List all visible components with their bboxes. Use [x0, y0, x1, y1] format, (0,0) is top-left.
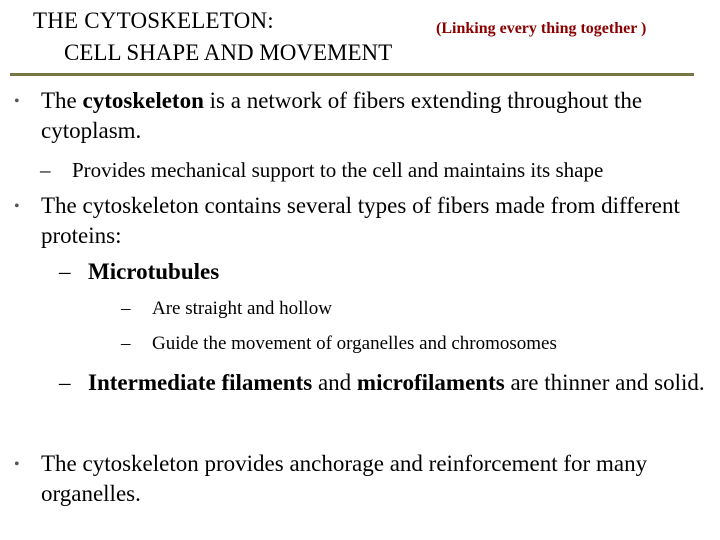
bullet-2-sub-1-text — [88, 257, 708, 287]
and-text: and — [312, 370, 357, 395]
dash-icon: – — [59, 259, 71, 284]
intermediate-filaments-term: Intermediate filaments — [88, 370, 313, 395]
bullet-icon: • — [14, 456, 20, 473]
dash-icon: – — [40, 158, 51, 182]
bullet-2-sub-1-b-text: Guide the movement of organelles and chromosomes — [152, 333, 557, 354]
bullet-2-sub-2-text — [88, 368, 708, 398]
bullet-2-text: The cytoskeleton contains several types of fibers made from different proteins: — [41, 193, 680, 248]
bullet-3-text: The cytoskeleton provides anchorage and reinforcement for many organelles. — [41, 451, 648, 506]
bullet-2-sub-1-a-text: Are straight and hollow — [152, 298, 332, 319]
bullet-icon: • — [14, 93, 20, 110]
dash-icon: – — [121, 298, 131, 319]
bullet-icon: • — [14, 198, 20, 215]
microfilaments-term: microfilaments — [356, 370, 505, 395]
slide-tagline: (Linking every thing together ) — [436, 20, 647, 37]
title-divider — [10, 73, 694, 76]
bullet-1-post: is a network of fibers extending throughout the cytoplasm. — [41, 88, 643, 143]
bullet-1-sub-1-text: Provides mechanical support to the cell and maintains its shape — [72, 158, 604, 182]
bullet-1-term: cytoskeleton — [82, 88, 204, 113]
dash-icon: – — [59, 370, 71, 395]
bullet-2-sub-2-rest: are thinner and solid. — [504, 370, 705, 395]
slide-title-line2: CELL SHAPE AND MOVEMENT — [64, 40, 393, 65]
dash-icon: – — [121, 333, 131, 354]
bullet-1-pre: The — [41, 88, 83, 113]
microtubules-term: Microtubules — [88, 259, 220, 284]
slide-title-line1: THE CYTOSKELETON: — [33, 8, 274, 33]
bullet-1-text — [41, 86, 701, 146]
